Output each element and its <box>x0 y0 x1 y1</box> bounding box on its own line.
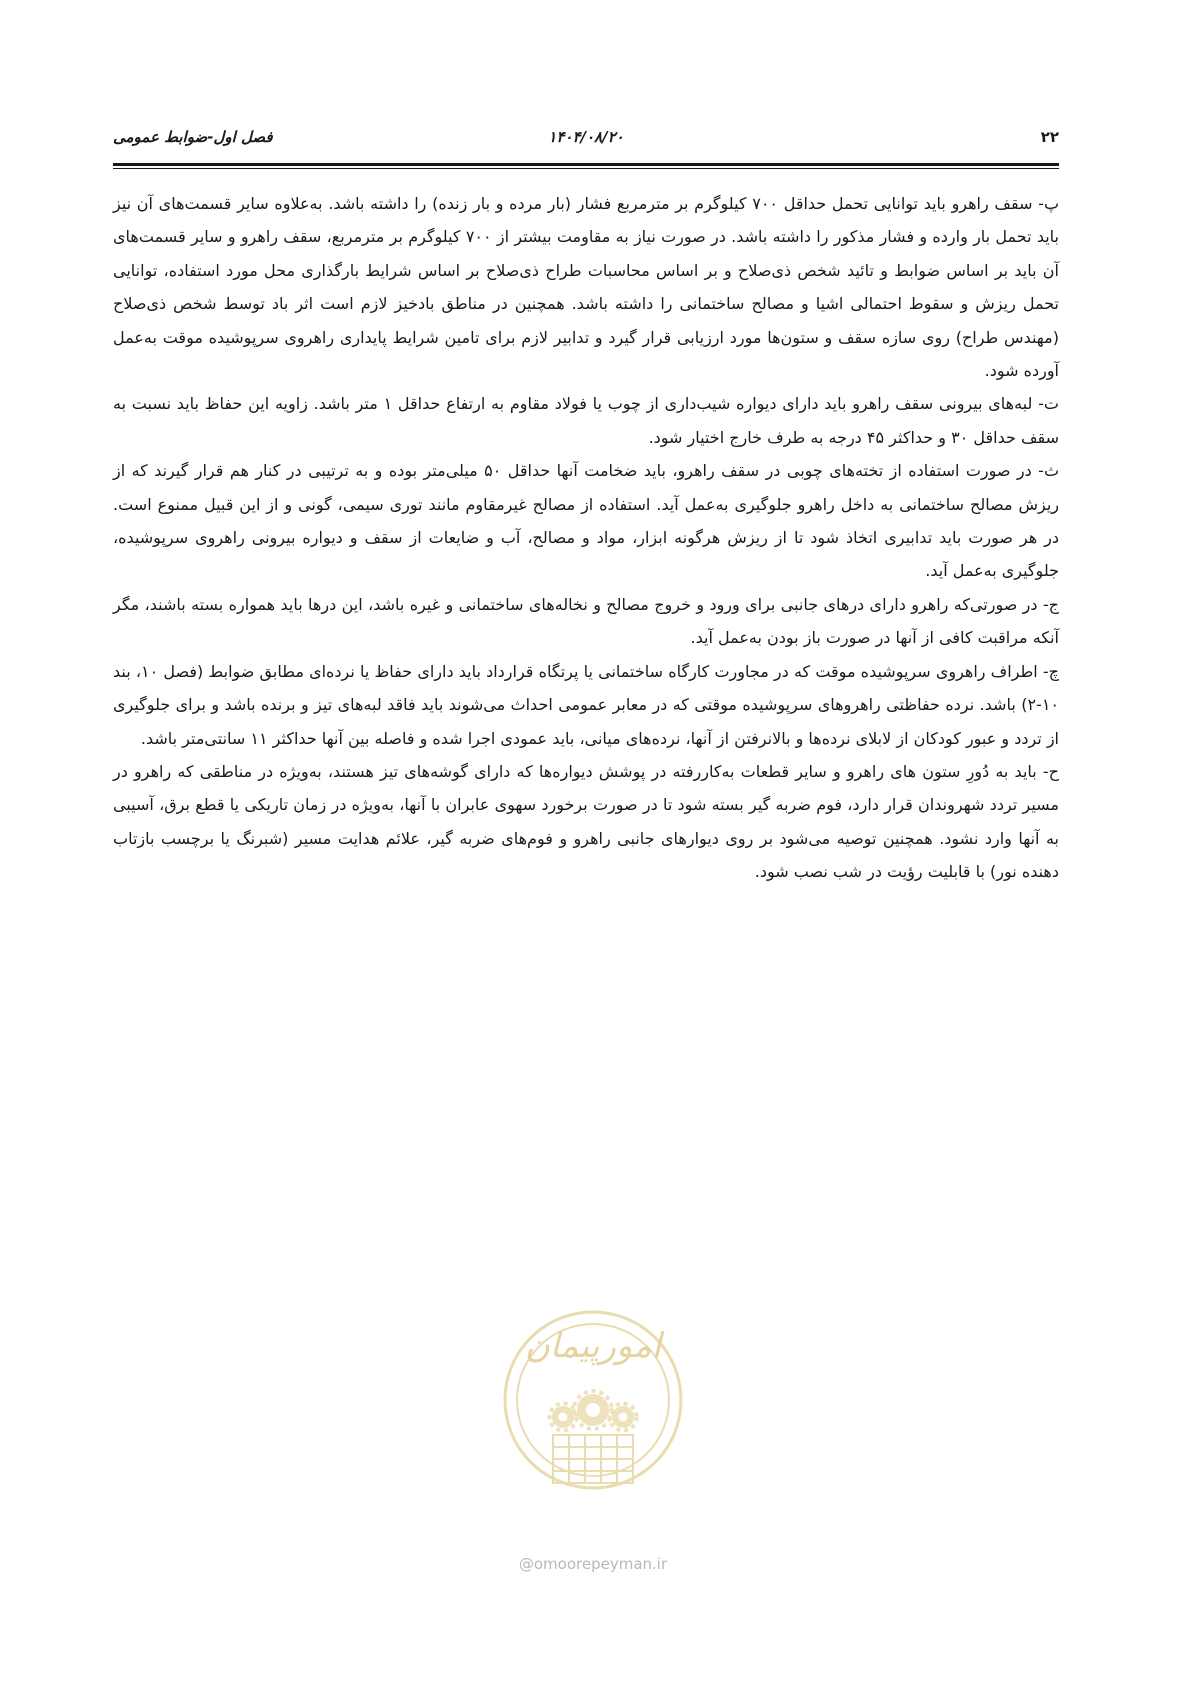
watermark-logo-text: امورپیمان <box>524 1326 662 1366</box>
page-number: ۲۲ <box>1040 128 1059 146</box>
header-rule-thick <box>113 163 1059 166</box>
header-rule-thin <box>113 168 1059 169</box>
watermark-url: @omoorepeyman.ir <box>518 1555 668 1573</box>
page-header <box>113 128 1059 158</box>
watermark-logo <box>493 1285 693 1575</box>
paragraph-pe: پ- سقف راهرو باید توانایی تحمل حداقل ۷۰۰ کیلوگرم بر مترمربع فشار (بار مرده و بار زنده) را داشته باشد. به‌علاوه سایر قسمت‌های آن نیز باید تحمل بار وارده و فشار مذکور را داشته باشد. در صورت نیاز به مقاومت بیشتر از ۷۰۰ کیلوگرم بر مترمربع، سقف راهرو و سایر قسمت‌های آن باید بر اساس ضوابط و تائید شخص ذی‌صلاح و بر اساس محاسبات طراح ذی‌صلاح بر اساس شرایط بارگذاری محل مورد استفاده، توانایی تحمل ریزش و سقوط احتمالی اشیا و مصالح ساختمانی را داشته باشد. همچنین در مناطق بادخیز لازم است اثر باد توسط شخص ذی‌صلاح (مهندس طراح) روی سازه سقف و ستون‌ها مورد ارزیابی قرار گیرد و تدابیر لازم برای تامین شرایط پایداری راهروی سرپوشیده موقت به‌عمل آورده شود. <box>113 194 1059 381</box>
paragraph-te: ت- لبه‌های بیرونی سقف راهرو باید دارای دیواره شیب‌داری از چوب یا فولاد مقاوم به ارتفاع حداقل ۱ متر باشد. زاویه این حفاظ باید نسبت به سقف حداقل ۳۰ و حداکثر ۴۵ درجه به طرف خارج اختیار شود. <box>113 394 1059 447</box>
paragraph-jim: ج- در صورتی‌که راهرو دارای درهای جانبی برای ورود و خروج مصالح و نخاله‌های ساختمانی و غیره باشد، این درها باید همواره بسته باشند، مگر آنکه مراقبت کافی از آنها در صورت باز بودن به‌عمل آید. <box>113 594 1059 648</box>
paragraph-che: چ- اطراف راهروی سرپوشیده موقت که در مجاورت کارگاه ساختمانی یا پرتگاه قرارداد باید دارای حفاظ یا نرده‌ای مطابق ضوابط (فصل ۱۰، بند ۱۰-۲) باشد. نرده حفاظتی راهروهای سرپوشیده موقتی که در معابر عمومی احداث می‌شوند باید فاقد لبه‌های تیز و برنده باشد و برای جلوگیری از تردد و عبور کودکان از لابلای نرده‌ها و بالانرفتن از آنها، نرده‌های میانی، باید عمودی اجرا شده و فاصله بین آنها حداکثر ۱۱ سانتی‌متر باشد. <box>113 661 1059 748</box>
seal-icon <box>493 1285 693 1550</box>
chapter-title: فصل اول-ضوابط عمومی <box>113 128 273 146</box>
document-body <box>113 187 1059 889</box>
paragraph-se: ث- در صورت استفاده از تخته‌های چوبی در سقف راهرو، باید ضخامت آنها حداقل ۵۰ میلی‌متر بوده و به ترتیبی در کنار هم قرار گیرند که از ریزش مصالح ساختمانی به داخل راهرو جلوگیری به‌عمل آید. استفاده از مصالح غیرمقاوم مانند توری سیمی، گونی و از این قبیل ممنوع است. در هر صورت باید تدابیری اتخاذ شود تا از ریزش هرگونه ابزار، مواد و مصالح، آب و ضایعات از سقف و دیواره بیرونی راهروی سرپوشیده، جلوگیری به‌عمل آید. <box>113 461 1060 581</box>
header-date: ۱۴۰۴/۰۸/۲۰ <box>548 128 624 146</box>
paragraph-he: ح- باید به دُورِ ستون های راهرو و سایر قطعات به‌کاررفته در پوشش دیواره‌ها که دارای گوشه‌های تیز هستند، به‌ویژه در مناطقی که راهرو در مسیر تردد شهروندان قرار دارد، فوم ضربه گیر بسته شود تا در صورت برخورد سهوی عابران با آنها، به‌ویژه در زمان تاریکی یا قطع برق، آسیبی به آنها وارد نشود. همچنین توصیه می‌شود بر روی دیوارهای جانبی راهرو و فوم‌های ضربه گیر، علائم هدایت مسیر (شبرنگ یا برچسب بازتاب دهنده نور) با قابلیت رؤیت در شب نصب شود. <box>113 761 1059 882</box>
